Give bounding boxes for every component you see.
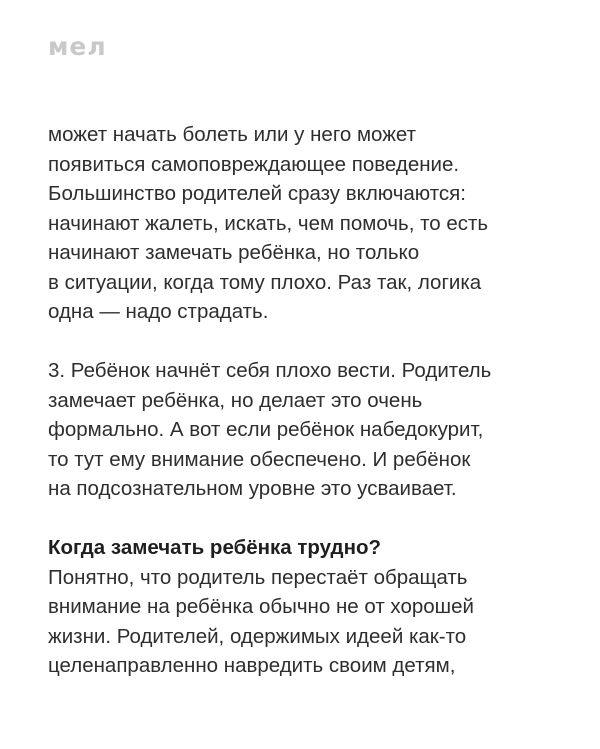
- text-line: замечает ребёнка, но делает это очень: [48, 388, 423, 412]
- section-heading: Когда замечать ребёнка трудно?: [48, 536, 381, 559]
- text-line: Понятно, что родитель перестаёт обращать: [48, 565, 468, 589]
- text-line: внимание на ребёнка обычно не от хорошей: [48, 595, 474, 618]
- text-line: одна — надо страдать.: [48, 300, 269, 323]
- text-line: формально. А вот если ребёнок набедокурит,: [48, 418, 484, 441]
- text-line: Большинство родителей сразу включаются:: [48, 182, 466, 205]
- article-text: [48, 120, 588, 681]
- brand-logo: мел: [48, 32, 107, 61]
- text-line: появиться самоповреждающее поведение.: [48, 152, 460, 176]
- paragraph-1: [48, 120, 588, 327]
- paragraph-2: [48, 356, 588, 504]
- paragraph-3: [48, 533, 588, 681]
- text-line: начинают замечать ребёнка, но только: [48, 241, 420, 264]
- text-line: жизни. Родителей, одержимых идеей как-то: [48, 624, 467, 648]
- text-line: то тут ему внимание обеспечено. И ребёнок: [48, 447, 471, 471]
- text-line: 3. Ребёнок начнёт себя плохо вести. Родитель: [48, 359, 492, 382]
- text-line: на подсознательном уровне это усваивает.: [48, 477, 457, 500]
- text-line: в ситуации, когда тому плохо. Раз так, логика: [48, 270, 482, 294]
- text-line: целенаправленно навредить своим детям,: [48, 654, 456, 677]
- text-line: начинают жалеть, искать, чем помочь, то есть: [48, 211, 489, 235]
- text-line: может начать болеть или у него может: [48, 123, 417, 146]
